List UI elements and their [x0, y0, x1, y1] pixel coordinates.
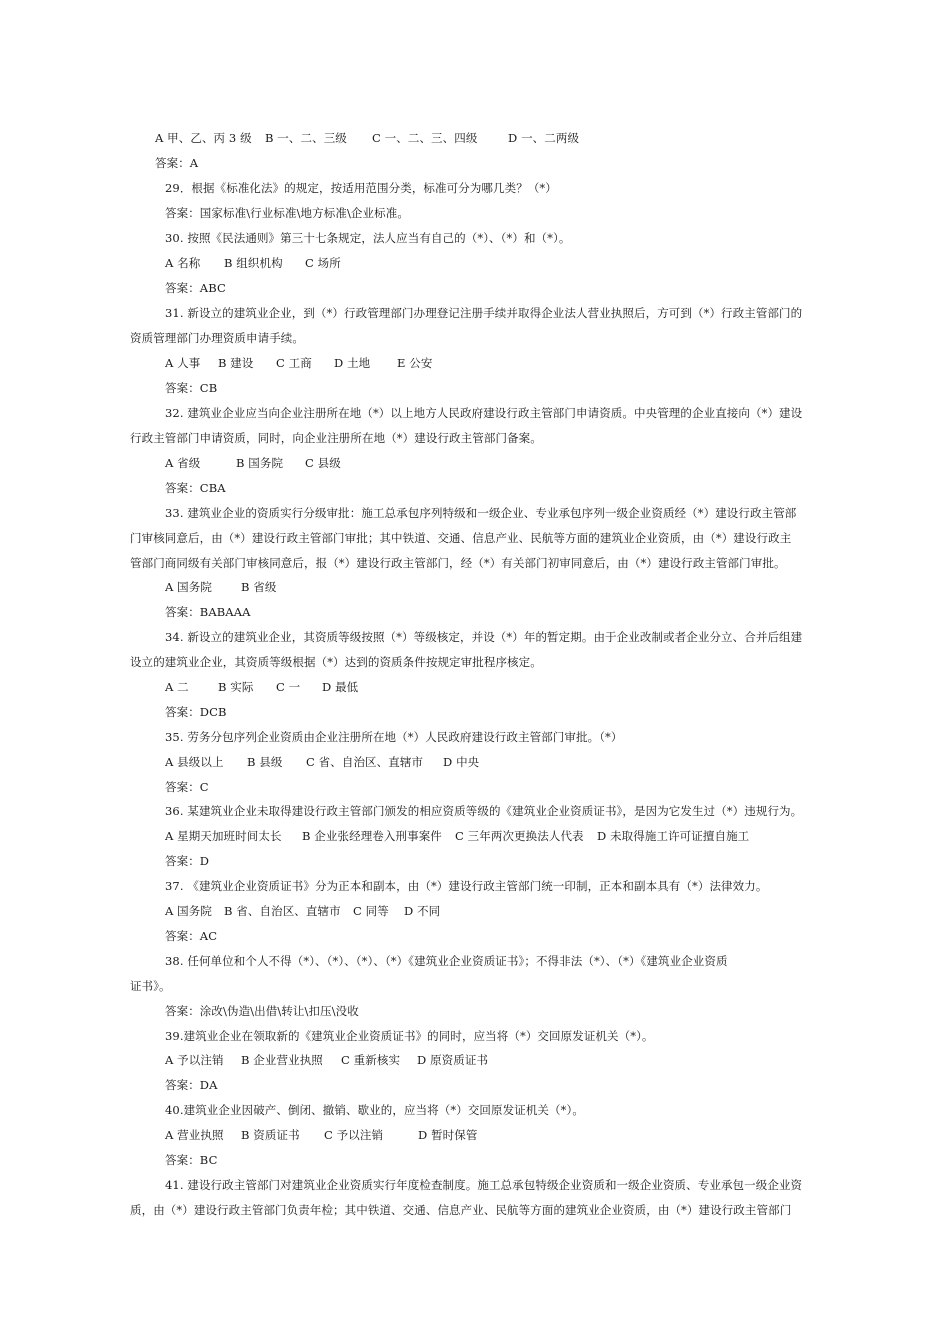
answer-option: C 省、自治区、直辖市 — [306, 755, 424, 769]
answer-option: C 场所 — [305, 256, 341, 270]
answer-option: E 公安 — [397, 356, 433, 370]
question-line: 30. 按照《民法通则》第三十七条规定，法人应当有自己的（*）、（*）和（*）。 — [165, 231, 571, 245]
answer-line: 答案：C — [165, 780, 209, 794]
answer-line: 答案：ABC — [165, 281, 226, 295]
answer-option: C 一 — [276, 680, 301, 694]
answer-line: 答案：涂改\伪造\出借\转让\扣压\没收 — [165, 1004, 359, 1018]
question-line: 33. 建筑业企业的资质实行分级审批：施工总承包序列特级和一级企业、专业承包序列一级企业资质经（*）建设行政主管部 — [165, 506, 797, 520]
answer-option: A 县级以上 — [165, 755, 224, 769]
answer-option: C 工商 — [276, 356, 312, 370]
question-line: 行政主管部门申请资质，同时，向企业注册所在地（*）建设行政主管部门备案。 — [130, 431, 542, 445]
answer-option: B 组织机构 — [224, 256, 283, 270]
question-line: 门审核同意后，由（*）建设行政主管部门审批；其中铁道、交通、信息产业、民航等方面的建筑业企业资质，由（*）建设行政主 — [130, 531, 792, 545]
answer-line: 答案：BABAAA — [165, 605, 251, 619]
answer-line: 答案：DCB — [165, 705, 227, 719]
answer-option: A 名称 — [165, 256, 201, 270]
answer-option: D 中央 — [443, 755, 480, 769]
answer-option: D 土地 — [334, 356, 371, 370]
answer-option: D 原资质证书 — [417, 1053, 489, 1067]
answer-line: 答案：国家标准\行业标准\地方标准\企业标准。 — [165, 206, 409, 220]
question-line: 37. 《建筑业企业资质证书》分为正本和副本，由（*）建设行政主管部门统一印制，正本和副本具有（*）法律效力。 — [165, 879, 768, 893]
answer-line: 答案：AC — [165, 929, 218, 943]
answer-option: B 一、二、三级 — [265, 131, 347, 145]
answer-option: C 三年两次更换法人代表 — [455, 829, 584, 843]
question-line: 29．根据《标准化法》的规定，按适用范围分类，标准可分为哪几类？（*） — [165, 181, 557, 195]
answer-option: C 同等 — [353, 904, 389, 918]
answer-option: B 资质证书 — [241, 1128, 300, 1142]
question-line: 41. 建设行政主管部门对建筑业企业资质实行年度检查制度。施工总承包特级企业资质和一级企业资质、专业承包一级企业资 — [165, 1178, 803, 1192]
answer-option: A 星期天加班时间太长 — [165, 829, 282, 843]
answer-option: A 国务院 — [165, 904, 212, 918]
question-line: 设立的建筑业企业，其资质等级根据（*）达到的资质条件按规定审批程序核定。 — [130, 655, 542, 669]
question-line: 38. 任何单位和个人不得（*）、（*）、（*）、（*）《建筑业企业资质证书》；不得非法（*）、（*）《建筑业企业资质 — [165, 954, 728, 968]
question-line: 31. 新设立的建筑业企业，到（*）行政管理部门办理登记注册手续并取得企业法人营业执照后，方可到（*）行政主管部门的 — [165, 306, 803, 320]
answer-option: B 企业张经理卷入刑事案件 — [302, 829, 442, 843]
answer-option: C 重新核实 — [341, 1053, 401, 1067]
answer-option: B 实际 — [218, 680, 254, 694]
answer-line: 答案：DA — [165, 1078, 218, 1092]
answer-option: C 予以注销 — [324, 1128, 384, 1142]
answer-option: B 企业营业执照 — [241, 1053, 323, 1067]
answer-option: D 未取得施工许可证擅自施工 — [597, 829, 750, 843]
answer-line: 答案：D — [165, 854, 210, 868]
answer-option: A 国务院 — [165, 580, 212, 594]
question-line: 资质管理部门办理资质申请手续。 — [130, 331, 304, 345]
answer-option: D 不同 — [404, 904, 441, 918]
answer-option: D 一、二两级 — [508, 131, 580, 145]
answer-option: A 营业执照 — [165, 1128, 224, 1142]
answer-option: A 人事 — [165, 356, 201, 370]
answer-option: A 予以注销 — [165, 1053, 224, 1067]
question-line: 35. 劳务分包序列企业资质由企业注册所在地（*）人民政府建设行政主管部门审批。（*） — [165, 730, 623, 744]
answer-option: B 县级 — [247, 755, 283, 769]
question-line: 36. 某建筑业企业未取得建设行政主管部门颁发的相应资质等级的《建筑业企业资质证书》，是因为它发生过（*）违规行为。 — [165, 804, 803, 818]
answer-option: C 一、二、三、四级 — [372, 131, 478, 145]
answer-option: D 暂时保管 — [418, 1128, 478, 1142]
answer-option: C 县级 — [305, 456, 341, 470]
answer-option: A 省级 — [165, 456, 201, 470]
question-line: 管部门商同级有关部门审核同意后，报（*）建设行政主管部门，经（*）有关部门初审同意后，由（*）建设行政主管部门审批。 — [130, 556, 786, 570]
answer-line: 答案：CB — [165, 381, 218, 395]
question-line: 40.建筑业企业因破产、倒闭、撤销、歇业的，应当将（*）交回原发证机关（*）。 — [165, 1103, 584, 1117]
question-line: 证书》。 — [130, 979, 171, 993]
answer-option: D 最低 — [322, 680, 359, 694]
question-line: 32. 建筑业企业应当向企业注册所在地（*）以上地方人民政府建设行政主管部门申请资质。中央管理的企业直接向（*）建设 — [165, 406, 803, 420]
answer-line: 答案：A — [155, 156, 199, 170]
question-line: 39.建筑业企业在领取新的《建筑业企业资质证书》的同时，应当将（*）交回原发证机关（*）。 — [165, 1029, 654, 1043]
answer-option: B 省、自治区、直辖市 — [224, 904, 341, 918]
answer-option: B 建设 — [218, 356, 254, 370]
answer-option: B 国务院 — [236, 456, 284, 470]
question-line: 34. 新设立的建筑业企业，其资质等级按照（*）等级核定，并设（*）年的暂定期。由于企业改制或者企业分立、合并后组建 — [165, 630, 803, 644]
answer-option: A 二 — [165, 680, 189, 694]
answer-option: A 甲、乙、丙 3 级 — [155, 131, 252, 145]
question-line: 质，由（*）建设行政主管部门负责年检；其中铁道、交通、信息产业、民航等方面的建筑业企业资质，由（*）建设行政主管部门 — [130, 1203, 792, 1217]
answer-option: B 省级 — [241, 580, 277, 594]
answer-line: 答案：BC — [165, 1153, 218, 1167]
answer-line: 答案：CBA — [165, 481, 226, 495]
